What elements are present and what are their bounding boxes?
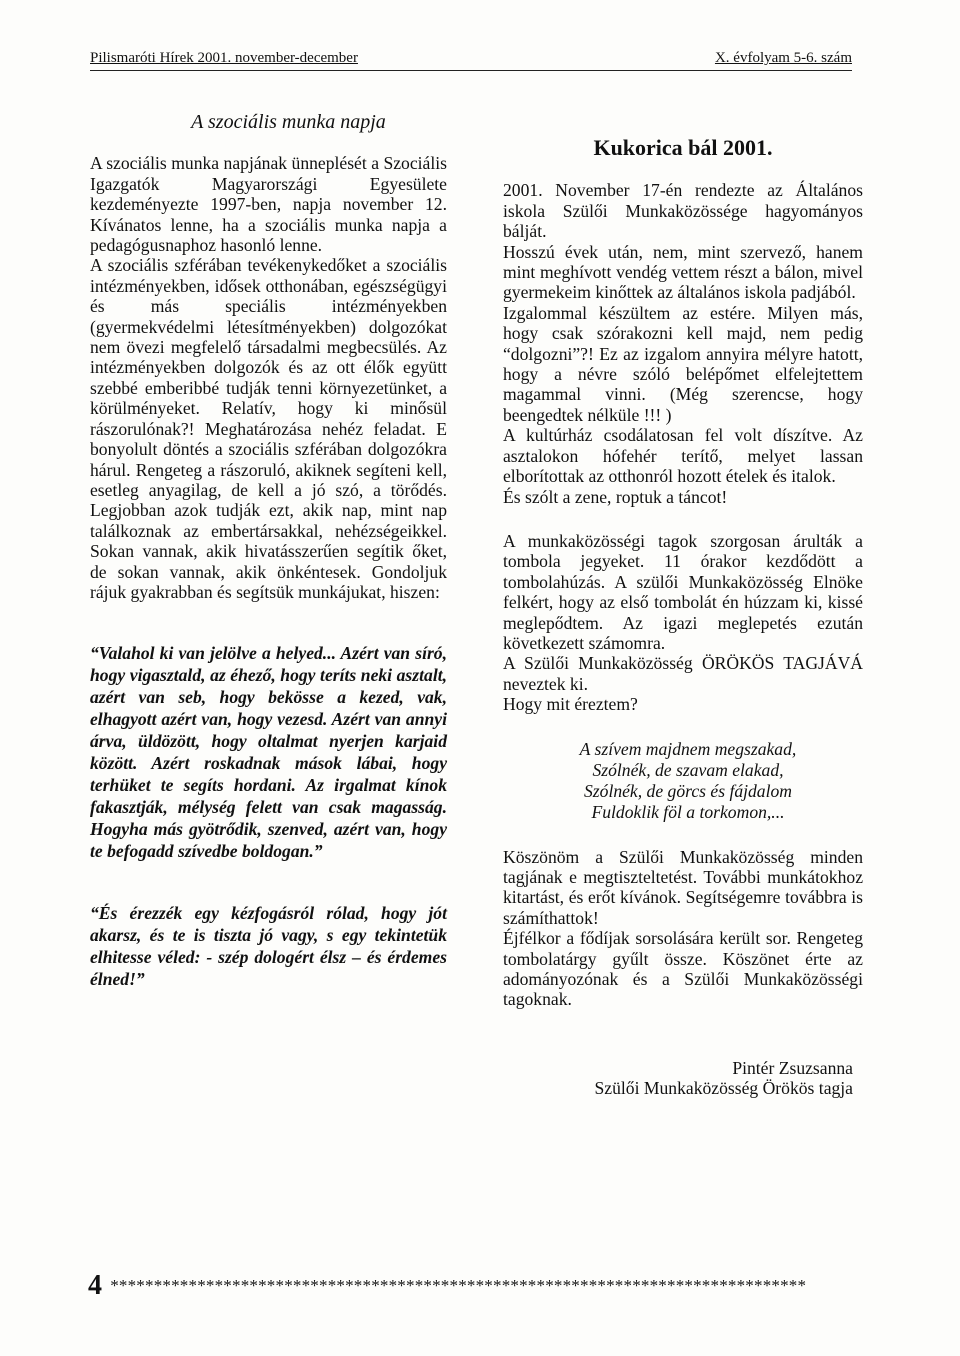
quote-block: “És érezzék egy kézfogásról rólad, hogy jót akarsz, és te is tiszta jó vagy, s egy tekintetük elhitesse véled: - szép dologért élsz – és érdemes élned!” — [90, 903, 447, 990]
right-paragraph: Köszönöm a Szülői Munkaközösség minden tagjának e megtiszteltetést. További munkátokhoz kitartást, és erőt kívánok. Segítségemre továbbra is számíthattok! — [503, 846, 863, 928]
signature-name: Pintér Zsuzsanna — [732, 1057, 853, 1078]
left-article-title: A szociális munka napja — [191, 111, 386, 133]
right-article-title: Kukorica bál 2001. — [593, 135, 773, 160]
issue-info: X. évfolyam 5-6. szám — [714, 50, 852, 66]
right-paragraph: 2001. November 17-én rendezte az Általános iskola Szülői Munkaközössége hagyományos bálját. — [503, 180, 863, 242]
right-paragraph: A munkaközösségi tagok szorgosan árulták a tombola jegyeket. 11 órakor kezdődött a tombolahúzás. A szülői Munkaközösség Elnöke felkért, hogy az első tombolát én húzzam ki, kissé meglepődtem. Az igazi meglepetés ezután következett számomra. — [503, 530, 863, 653]
poem — [503, 739, 863, 823]
page-number: 4 — [88, 1270, 103, 1301]
page-footer — [88, 1270, 888, 1302]
left-column — [90, 112, 447, 990]
right-paragraph: Éjfélkor a fődíjak sorsolására került sor. Rengeteg tombolatárgy gyűlt össze. Köszönet érte az adományozónak és a Szülői Munkaközösségi tagoknak. — [503, 928, 863, 1010]
right-column — [503, 135, 863, 1099]
quote-block: “Valahol ki van jelölve a helyed... Azért van síró, hogy vigasztald, az éhező, hogy teríts neki asztalt, azért van seb, hogy bekösse a kezed, vak, elhagyott azért van, hogy vezesd. Azért van annyi árva, üldözött, hogy oltalmat nyerjen karjaid között. Azért roskadnak mások lábai, hogy terhüket te segíts hordani. Az irgalmat kínok fakasztják, mélység felett van csak magasság. Hogyha más gyötrődik, szenved, azért van, hogy te befogadd szívedbe boldogan.” — [90, 643, 447, 862]
poem-line: Szólnék, de szavam elakad, — [592, 759, 784, 780]
left-paragraph: A szociális munka napjának ünneplését a Szociális Igazgatók Magyarországi Egyesülete kezdeményezte 1997-ben, napja november 12. Kívánatos lenne, ha a szociális munka napja a pedagógusnaphoz hasonló lenne. — [90, 153, 447, 256]
right-paragraph: A kultúrház csodálatosan fel volt díszítve. Az asztalokon hófehér terítő, melyet lassan elborítottak az otthonról hozott ételek és italok. — [503, 425, 863, 487]
poem-line: Fuldoklik föl a torkomon,... — [591, 801, 785, 822]
right-paragraph: A Szülői Munkaközösség ÖRÖKÖS TAGJÁVÁ neveztek ki. — [503, 653, 863, 694]
right-paragraph: Izgalommal készültem az estére. Milyen más, hogy csak szórakozni kell majd, nem pedig “dolgozni”?! Ez az izgalom annyira mélyre hatott, hogy a névre szóló belépőmet elfelejtettem magammal vinni. (Még szerencse, hogy beengedtek nélküle !!! ) — [503, 302, 863, 425]
poem-line: A szívem majdnem megszakad, — [579, 738, 797, 759]
left-paragraph: A szociális szférában tevékenykedőket a szociális intézményekben, idősek otthonában, egészségügyi és más speciális intézményekben (gyermekvédelmi létesítményekben) dolgozókat nem övezi megfelelő társadalmi megbecsülés. Az intézményekben dolgozók és az ott élők együtt szebbé emberibbé tudják tenni környezetünket, a körülményeket. Relatív, hogy ki minősül rászorulónak?! Meghatározása nehéz feladat. E bonyolult döntés a szociális szférában dolgozókra hárul. Rengeteg a rászoruló, akiknek segíteni kell, esetleg anyagilag, de kell a jó szó, a törődés. Legjobban azok tudják ezt, akik nap, mint nap találkoznak az embertársakkal, nehézségeikkel. Sokan vannak, akik hivatásszerűen segítik őket, de sokan vannak, akik önkéntesek. Gondoljuk rájuk gyakrabban és segítsük munkájukat, hiszen: — [90, 255, 447, 602]
footer-stars: ******************************************************************************** — [110, 1276, 807, 1295]
page-header — [90, 50, 852, 71]
right-paragraph: És szólt a zene, roptuk a táncot! — [503, 486, 728, 507]
poem-line: Szólnék, de görcs és fájdalom — [584, 780, 792, 801]
right-paragraph: Hogy mit éreztem? — [503, 694, 638, 715]
signature-role: Szülői Munkaközösség Örökös tagja — [594, 1078, 853, 1099]
right-paragraph: Hosszú évek után, nem, mint szervező, hanem mint meghívott vendég vettem részt a bálon, mivel gyermekeim kinőttek az általános iskola padjából. — [503, 241, 863, 303]
newspaper-title: Pilismaróti Hírek 2001. november-december — [90, 50, 358, 66]
